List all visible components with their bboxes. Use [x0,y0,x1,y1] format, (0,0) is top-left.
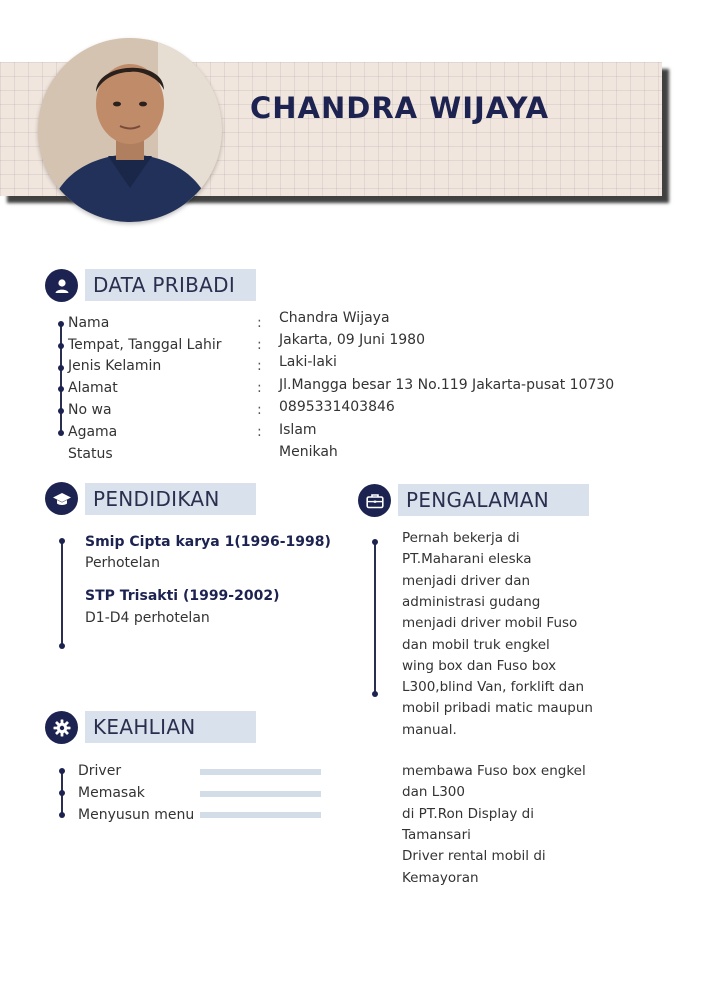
timeline-dot [59,812,65,818]
experience-line: di PT.Ron Display di [402,805,534,822]
timeline-dot [58,343,64,349]
timeline-dot [58,386,64,392]
value-ttl: Jakarta, 09 Juni 1980 [279,332,425,348]
timeline-dot [58,408,64,414]
label-no-wa: No wa [68,402,112,418]
label-jenis-kelamin: Jenis Kelamin [68,358,162,374]
timeline-dot [59,538,65,544]
experience-line: wing box dan Fuso box [402,657,557,674]
experience-line: Kemayoran [402,869,479,886]
education-major: Perhotelan [85,555,160,571]
value-status: Menikah [279,444,338,460]
timeline-line [61,540,63,645]
experience-line: menjadi driver mobil Fuso [402,615,578,632]
experience-line: administrasi gudang [402,593,541,610]
full-name: CHANDRA WIJAYA [250,91,550,125]
experience-line: mobil pribadi matic maupun [402,700,593,717]
value-agama: Islam [279,422,317,438]
experience-line: membawa Fuso box engkel [402,763,586,779]
graduation-cap-icon [45,482,78,515]
label-agama: Agama [68,424,118,440]
separator: : [257,337,262,353]
timeline-dot [59,643,65,649]
experience-line: dan L300 [402,784,465,801]
person-icon [45,269,78,302]
experience-line: Tamansari [402,826,471,843]
separator: : [257,402,262,418]
experience-line: menjadi driver dan [402,572,531,589]
timeline-dot [59,768,65,774]
separator: : [257,358,262,374]
timeline-dot [58,430,64,436]
education-school: Smip Cipta karya 1(1996-1998) [85,534,331,550]
experience-line: manual. [402,721,457,738]
timeline-line [60,323,62,435]
experience-line: Pernah bekerja di [402,530,520,546]
value-jenis-kelamin: Laki-laki [279,354,337,370]
skill-label: Driver [78,763,122,779]
separator: : [257,380,262,396]
skill-bar-fill [200,812,321,818]
value-nama: Chandra Wijaya [279,310,390,326]
label-ttl: Tempat, Tanggal Lahir [68,337,222,353]
skill-bar [200,812,321,818]
section-title-pendidikan: PENDIDIKAN [85,483,256,515]
skill-bar [200,769,321,775]
skill-label: Menyusun menu [78,807,195,823]
education-major: D1-D4 perhotelan [85,610,210,626]
experience-line: PT.Maharani eleska [402,551,532,568]
separator: : [257,315,262,331]
timeline-dot [372,539,378,545]
section-title-data-pribadi: DATA PRIBADI [85,269,256,301]
skill-bar-fill [200,791,321,797]
label-status: Status [68,446,113,462]
briefcase-icon [358,484,391,517]
experience-line: dan mobil truk engkel [402,636,550,653]
timeline-dot [58,321,64,327]
education-school: STP Trisakti (1999-2002) [85,588,280,604]
value-no-wa: 0895331403846 [279,399,395,415]
experience-line: L300,blind Van, forklift dan [402,679,585,696]
skill-bar-fill [200,769,321,775]
gear-icon [45,711,78,744]
section-title-pengalaman: PENGALAMAN [398,484,589,516]
timeline-dot [372,691,378,697]
label-alamat: Alamat [68,380,118,396]
timeline-line [374,541,376,694]
skill-label: Memasak [78,785,145,801]
skill-bar [200,791,321,797]
section-title-keahlian: KEAHLIAN [85,711,256,743]
timeline-dot [59,790,65,796]
profile-photo [38,38,222,222]
label-nama: Nama [68,315,110,331]
value-alamat: Jl.Mangga besar 13 No.119 Jakarta-pusat 10730 [279,377,615,393]
separator: : [257,424,262,440]
experience-line: Driver rental mobil di [402,848,546,865]
timeline-dot [58,365,64,371]
